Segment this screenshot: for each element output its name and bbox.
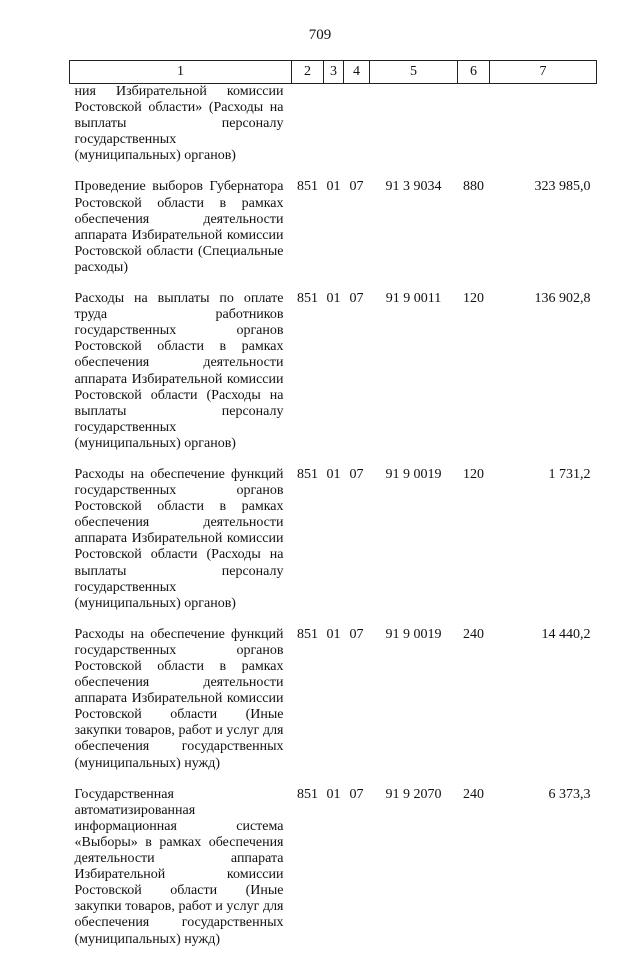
header-col-2: 2 — [292, 61, 324, 84]
row-code-expense: 120 — [463, 466, 484, 482]
row-code-ministry: 851 — [297, 179, 318, 195]
header-col-5: 5 — [370, 61, 458, 84]
row-code-section: 01 — [326, 466, 341, 482]
row-code-section: 01 — [326, 179, 341, 195]
row-code-subsection: 07 — [349, 626, 364, 642]
row-code-expense: 240 — [463, 786, 484, 802]
row-code-subsection: 07 — [349, 179, 364, 195]
row-code-subsection: 07 — [349, 786, 364, 802]
row-description: ния Избирательной комиссии Ростовской области» (Расходы на выплаты персоналу государственных (муниципальных) органов) — [74, 84, 284, 164]
header-col-6: 6 — [458, 61, 490, 84]
row-code-target: 91 9 0019 — [385, 626, 442, 642]
row-code-section: 01 — [326, 786, 341, 802]
row-amount: 1 731,2 — [548, 466, 591, 482]
row-amount: 14 440,2 — [541, 626, 591, 642]
row-description: Государственная автоматизированная информационная система «Выборы» в рамках обеспечения деятельности аппарата Избирательной комиссии Ростовской области (Иные закупки товаров, работ и услуг для обеспечения государственных (муниципальных) нужд) — [74, 786, 284, 947]
row-code-ministry: 851 — [297, 291, 318, 307]
row-code-section: 01 — [326, 626, 341, 642]
table-row — [70, 787, 597, 963]
row-code-expense: 120 — [463, 291, 484, 307]
row-amount: 136 902,8 — [534, 291, 591, 307]
row-code-subsection: 07 — [349, 466, 364, 482]
row-description: Расходы на обеспечение функций государственных органов Ростовской области в рамках обеспечения деятельности аппарата Избирательной комиссии Ростовской области (Расходы на выплаты персоналу государственных (муниципальных) органов) — [74, 466, 284, 611]
row-description: Проведение выборов Губернатора Ростовской области в рамках обеспечения деятельности аппарата Избирательной комиссии Ростовской области (Специальные расходы) — [74, 179, 284, 275]
row-code-target: 91 9 2070 — [385, 786, 442, 802]
row-code-target: 91 3 9034 — [385, 179, 442, 195]
table-row — [70, 179, 597, 291]
table-row — [70, 291, 597, 467]
header-col-1: 1 — [70, 61, 292, 84]
row-code-ministry: 851 — [297, 626, 318, 642]
row-code-expense — [458, 84, 490, 180]
row-description: Расходы на обеспечение функций государственных органов Ростовской области в рамках обеспечения деятельности аппарата Избирательной комиссии Ростовской области (Иные закупки товаров, работ и услуг для обеспечения государственных (муниципальных) нужд) — [74, 626, 284, 771]
page-number: 709 — [308, 27, 332, 43]
row-code-target: 91 9 0019 — [385, 466, 442, 482]
table-row — [70, 84, 597, 180]
row-amount — [490, 84, 597, 180]
row-code-subsection — [344, 84, 370, 180]
row-code-subsection: 07 — [349, 291, 364, 307]
row-code-ministry — [292, 84, 324, 180]
row-amount: 323 985,0 — [534, 179, 591, 195]
header-col-7: 7 — [490, 61, 597, 84]
row-description: Расходы на выплаты по оплате труда работников государственных органов Ростовской области в рамках обеспечения деятельности аппарата Избирательной комиссии Ростовской области (Расходы на выплаты персоналу государственных (муниципальных) органов) — [74, 291, 284, 451]
row-code-target — [370, 84, 458, 180]
budget-table — [69, 60, 597, 963]
table-header — [70, 61, 597, 84]
row-code-section: 01 — [326, 291, 341, 307]
row-code-ministry: 851 — [297, 466, 318, 482]
row-code-expense: 240 — [463, 626, 484, 642]
table-row — [70, 627, 597, 787]
table-row — [70, 467, 597, 627]
row-amount: 6 373,3 — [548, 786, 591, 802]
row-code-ministry: 851 — [297, 786, 318, 802]
row-code-target: 91 9 0011 — [385, 291, 442, 307]
row-code-expense: 880 — [463, 179, 484, 195]
row-code-section — [324, 84, 344, 180]
header-col-3: 3 — [324, 61, 344, 84]
header-col-4: 4 — [344, 61, 370, 84]
